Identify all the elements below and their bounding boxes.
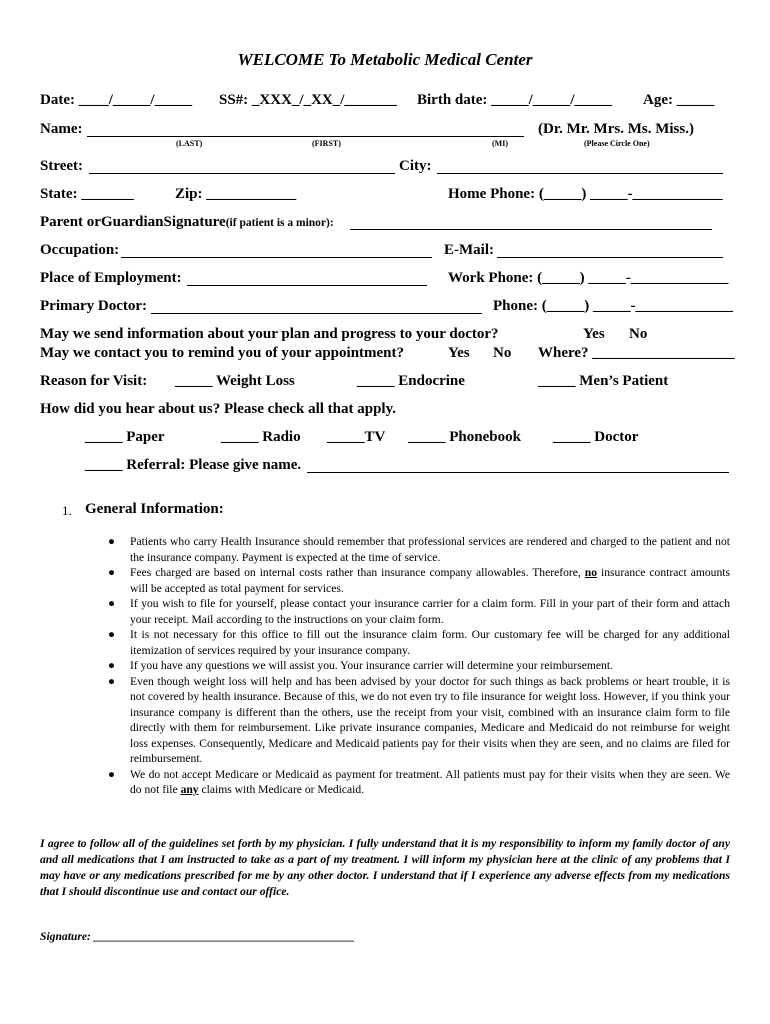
- guardian-label-text: Parent orGuardianSignature: [40, 214, 226, 230]
- bullet-text: Fees charged are based on internal costs rather than insurance company allowables. Therefore, no insurance contract amounts will be accepted as total payment for services.: [130, 566, 730, 595]
- bullet-text: If you have any questions we will assist you. Your insurance carrier will determine your reimbursement.: [130, 659, 613, 672]
- email-label: E-Mail:: [444, 242, 494, 258]
- name-sub-last: (LAST): [176, 139, 203, 148]
- state-field[interactable]: State: _______: [40, 186, 134, 202]
- q1-yes-option[interactable]: Yes: [583, 326, 605, 342]
- bullet-icon: ●: [108, 597, 116, 610]
- question-send-info: May we send information about your plan and progress to your doctor?: [40, 326, 499, 342]
- employment-input[interactable]: [187, 270, 427, 286]
- list-item: [108, 627, 730, 658]
- list-item: [108, 658, 730, 674]
- reason-label: Reason for Visit:: [40, 373, 148, 389]
- question-contact-reminder: May we contact you to remind you of your appointment?: [40, 345, 405, 361]
- guardian-signature-input[interactable]: [350, 214, 712, 230]
- bullet-text: If you wish to file for yourself, please contact your insurance carrier for a claim form. Fill in your part of their form and attach your receipt. Mail according to the instructions on your claim form.: [130, 597, 730, 626]
- name-sub-first: (FIRST): [312, 139, 341, 148]
- bullet-icon: ●: [108, 767, 116, 781]
- bullet-icon: ●: [108, 628, 116, 641]
- list-item: [108, 596, 730, 627]
- section-number: 1.: [62, 503, 72, 518]
- primary-doctor-label: Primary Doctor:: [40, 298, 148, 314]
- general-info-list: [108, 534, 730, 798]
- q2-yes-option[interactable]: Yes: [448, 345, 470, 361]
- agreement-text: I agree to follow all of the guidelines set forth by my physician. I fully understand that it is my responsibility to inform my family doctor of any and all medications that I am instructed to take as a part of my treatment. I will inform my physician here at the clinic of any problems that I may have or any medications prescribed for me by any other doctor. I understand that if I experience any adverse effects from my medications that I should discontinue use and contact our office.: [40, 837, 730, 898]
- birth-date-field[interactable]: Birth date: _____/_____/_____: [417, 92, 612, 108]
- hear-referral[interactable]: _____ Referral: Please give name.: [85, 457, 302, 473]
- guardian-label: [40, 214, 334, 231]
- emphasis-word: no: [584, 566, 598, 579]
- occupation-input[interactable]: [121, 242, 432, 258]
- ss-field[interactable]: SS#: _XXX_/_XX_/_______: [219, 92, 397, 108]
- bullet-text: We do not accept Medicare or Medicaid as payment for treatment. All patients must pay for their visits when they are seen. We do not file any claims with Medicare or Medicaid.: [130, 767, 730, 796]
- reason-weight-loss[interactable]: _____ Weight Loss: [175, 373, 295, 389]
- doctor-phone-field[interactable]: Phone: (_____) _____-_____________: [493, 298, 733, 314]
- hear-radio[interactable]: _____ Radio: [221, 429, 301, 445]
- hear-tv[interactable]: _____TV: [327, 429, 386, 445]
- bullet-text: Even though weight loss will help and has been advised by your doctor for such things as back problems or heart trouble, it is not covered by health insurance. Because of this, we do not even try to file insurance for weight loss. However, if you think your insurance company is different than the others, use the receipt from your visit, combined with an insurance claim form to file directly with them for reimbursement. Like private insurance companies, Medicare and Medicaid do not reimburse for weight loss expenses. Consequently, Medicare and Medicaid patients pay for their visits when they are seen, and no claims are filed for reimbursement.: [130, 674, 730, 765]
- hear-doctor[interactable]: _____ Doctor: [553, 429, 639, 445]
- list-item: [108, 674, 730, 767]
- hear-phonebook[interactable]: _____ Phonebook: [408, 429, 521, 445]
- age-field[interactable]: Age: _____: [643, 92, 715, 108]
- bullet-icon: ●: [108, 674, 116, 688]
- bullet-icon: ●: [108, 659, 116, 672]
- reason-endocrine[interactable]: _____ Endocrine: [357, 373, 465, 389]
- bullet-icon: ●: [108, 566, 116, 579]
- q2-where-field[interactable]: Where? ___________________: [538, 345, 735, 361]
- referral-name-input[interactable]: [307, 457, 729, 473]
- bullet-text: It is not necessary for this office to fill out the insurance claim form. Our customary fee will be charged for any additional itemization of services required by your insurance company.: [130, 628, 730, 657]
- list-item: [108, 534, 730, 565]
- occupation-label: Occupation:: [40, 242, 120, 258]
- name-sub-circle: (Please Circle One): [584, 139, 650, 148]
- city-input[interactable]: [437, 158, 723, 174]
- q2-no-option[interactable]: No: [493, 345, 512, 361]
- hear-paper[interactable]: _____ Paper: [85, 429, 165, 445]
- work-phone-field[interactable]: Work Phone: (_____) _____-_____________: [448, 270, 729, 286]
- form-title: WELCOME To Metabolic Medical Center: [237, 50, 533, 69]
- bullet-icon: ●: [108, 535, 116, 548]
- name-label: Name:: [40, 121, 83, 137]
- emphasis-word: any: [180, 783, 199, 796]
- guardian-note: (if patient is a minor):: [225, 217, 334, 229]
- name-sub-mi: (MI): [492, 139, 508, 148]
- bullet-text: Patients who carry Health Insurance should remember that professional services are rendered and charged to the patient and not the insurance company. Payment is expected at the time of service.: [130, 535, 730, 564]
- employment-label: Place of Employment:: [40, 270, 182, 286]
- section-heading: General Information:: [85, 501, 224, 517]
- q1-no-option[interactable]: No: [629, 326, 648, 342]
- name-input[interactable]: [87, 121, 524, 137]
- signature-field[interactable]: Signature: _____________________________________________: [40, 930, 355, 943]
- home-phone-field[interactable]: Home Phone: (_____) _____-____________: [448, 186, 723, 202]
- list-item: [108, 565, 730, 596]
- street-label: Street:: [40, 158, 84, 174]
- list-item: [108, 767, 730, 798]
- date-field[interactable]: Date: ____/_____/_____: [40, 92, 193, 108]
- reason-mens-patient[interactable]: _____ Men’s Patient: [538, 373, 669, 389]
- zip-field[interactable]: Zip: ____________: [175, 186, 297, 202]
- email-input[interactable]: [497, 242, 723, 258]
- street-input[interactable]: [89, 158, 395, 174]
- name-titles[interactable]: (Dr. Mr. Mrs. Ms. Miss.): [538, 121, 694, 137]
- primary-doctor-input[interactable]: [151, 298, 482, 314]
- city-label: City:: [399, 158, 432, 174]
- hear-label: How did you hear about us? Please check all that apply.: [40, 401, 397, 417]
